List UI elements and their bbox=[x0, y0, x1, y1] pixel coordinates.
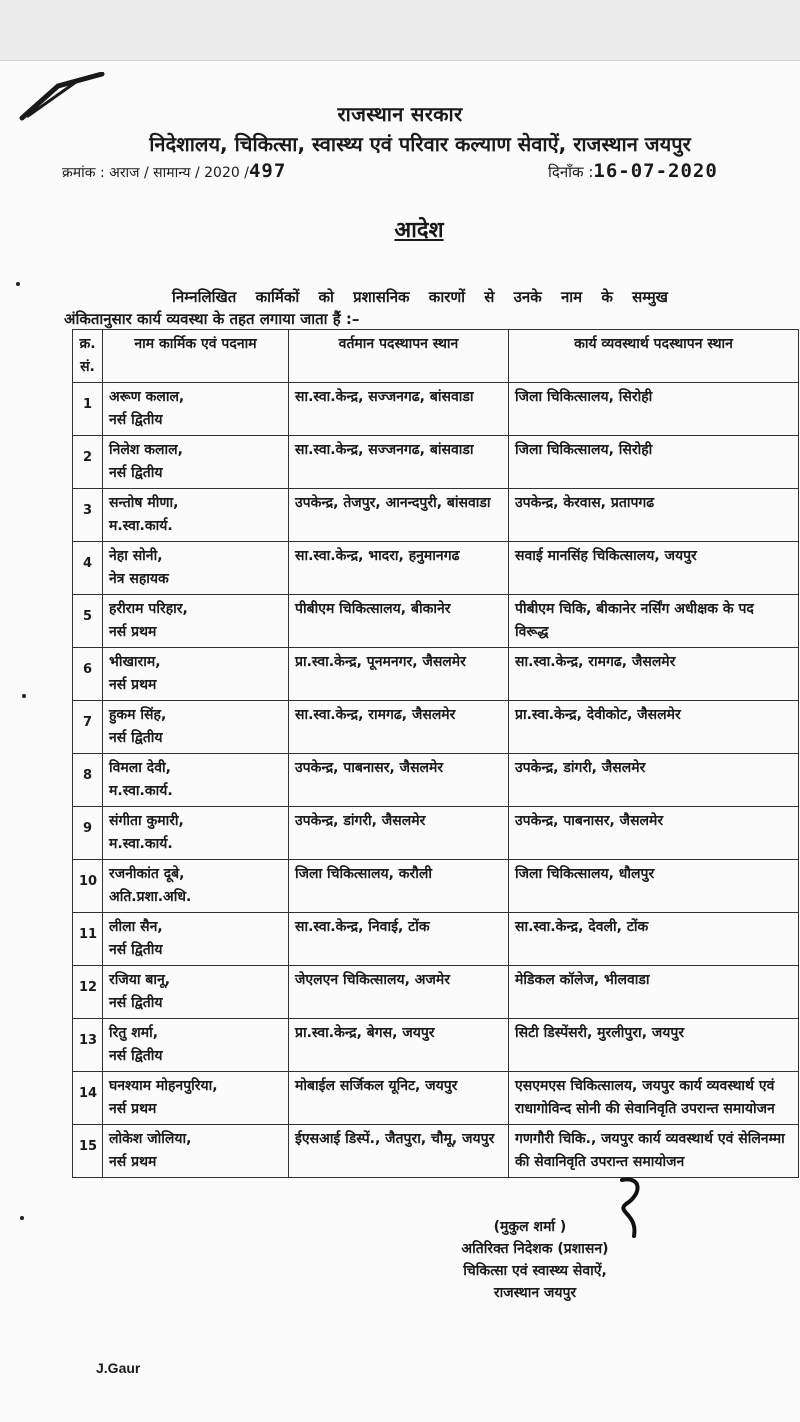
current-posting: उपकेन्द्र, डांगरी, जैसलमेर bbox=[295, 813, 426, 829]
cell-current-posting bbox=[289, 489, 509, 542]
header-new-posting: कार्य व्यवस्थार्थ पदस्थापन स्थान bbox=[509, 330, 799, 383]
table-row bbox=[73, 807, 799, 860]
cell-serial bbox=[73, 1072, 103, 1125]
employee-name: विमला देवी, bbox=[109, 760, 171, 776]
order-date bbox=[548, 160, 718, 182]
cell-new-posting bbox=[509, 648, 799, 701]
cell-name-post bbox=[103, 1072, 289, 1125]
typist-initials: J.Gaur bbox=[96, 1360, 141, 1376]
new-posting: पीबीएम चिकि, बीकानेर नर्सिंग अधीक्षक के पद विरूद्ध bbox=[515, 601, 754, 640]
serial-number: 4 bbox=[82, 556, 93, 571]
new-posting: सवाई मानसिंह चिकित्सालय, जयपुर bbox=[515, 548, 697, 564]
cell-name-post bbox=[103, 1019, 289, 1072]
table-row bbox=[73, 383, 799, 436]
table-row bbox=[73, 436, 799, 489]
cell-current-posting bbox=[289, 436, 509, 489]
cell-serial bbox=[73, 489, 103, 542]
signatory-name: (मुकुल शर्मा ) bbox=[493, 1219, 567, 1235]
cell-serial bbox=[73, 436, 103, 489]
employee-post: नेत्र सहायक bbox=[109, 571, 169, 587]
table-row bbox=[73, 542, 799, 595]
table-row bbox=[73, 1019, 799, 1072]
reference-number bbox=[62, 160, 286, 182]
current-posting: प्रा.स्वा.केन्द्र, बेगस, जयपुर bbox=[295, 1025, 435, 1041]
signatory-designation: अतिरिक्त निदेशक (प्रशासन) bbox=[461, 1241, 609, 1257]
cell-current-posting bbox=[289, 966, 509, 1019]
cell-name-post bbox=[103, 860, 289, 913]
cell-serial bbox=[73, 595, 103, 648]
serial-number: 7 bbox=[82, 715, 93, 730]
table-row bbox=[73, 489, 799, 542]
cell-serial bbox=[73, 1125, 103, 1178]
new-posting: उपकेन्द्र, डांगरी, जैसलमेर bbox=[515, 760, 646, 776]
signature-block bbox=[0, 1216, 800, 1304]
employee-post: नर्स द्वितीय bbox=[109, 412, 163, 428]
current-posting: मोबाईल सर्जिकल यूनिट, जयपुर bbox=[295, 1078, 458, 1094]
cell-new-posting bbox=[509, 754, 799, 807]
employee-name: नेहा सोनी, bbox=[109, 548, 163, 564]
serial-number: 6 bbox=[82, 662, 93, 677]
cell-new-posting bbox=[509, 595, 799, 648]
cell-serial bbox=[73, 701, 103, 754]
cell-name-post bbox=[103, 383, 289, 436]
employee-name: भीखाराम, bbox=[109, 654, 161, 670]
table-row bbox=[73, 1125, 799, 1178]
table-header-row bbox=[73, 330, 799, 383]
employee-name: रजनीकांत दूबे, bbox=[109, 866, 185, 882]
cell-current-posting bbox=[289, 1019, 509, 1072]
table-row bbox=[73, 595, 799, 648]
new-posting: मेडिकल कॉलेज, भीलवाडा bbox=[515, 972, 650, 988]
employee-name: रितु शर्मा, bbox=[109, 1025, 159, 1041]
employee-name: लीला सैन, bbox=[109, 919, 163, 935]
cell-name-post bbox=[103, 489, 289, 542]
current-posting: ईएसआई डिस्पें., जैतपुरा, चौमू, जयपुर bbox=[295, 1131, 495, 1147]
serial-number: 11 bbox=[79, 927, 98, 942]
current-posting: जिला चिकित्सालय, करौली bbox=[295, 866, 433, 882]
intro-line-2: अंकितानुसार कार्य व्यवस्था के तहत लगाया जाता हैं :– bbox=[64, 310, 360, 328]
employee-post: नर्स प्रथम bbox=[109, 1154, 157, 1170]
current-posting: सा.स्वा.केन्द्र, रामगढ, जैसलमेर bbox=[295, 707, 456, 723]
employee-post: म.स्वा.कार्य. bbox=[109, 836, 173, 852]
cell-new-posting bbox=[509, 542, 799, 595]
cell-new-posting bbox=[509, 489, 799, 542]
cell-current-posting bbox=[289, 807, 509, 860]
serial-number: 8 bbox=[82, 768, 93, 783]
new-posting: जिला चिकित्सालय, धौलपुर bbox=[515, 866, 655, 882]
table-row bbox=[73, 754, 799, 807]
cell-serial bbox=[73, 754, 103, 807]
current-posting: उपकेन्द्र, पाबनासर, जैसलमेर bbox=[295, 760, 444, 776]
employee-post: म.स्वा.कार्य. bbox=[109, 783, 173, 799]
cell-current-posting bbox=[289, 913, 509, 966]
serial-number: 1 bbox=[82, 397, 93, 412]
new-posting: उपकेन्द्र, केरवास, प्रतापगढ bbox=[515, 495, 655, 511]
table-row bbox=[73, 1072, 799, 1125]
reference-number-value: 497 bbox=[248, 160, 287, 182]
cell-new-posting bbox=[509, 383, 799, 436]
reference-label: क्रमांक : अराज / सामान्य / 2020 / bbox=[62, 165, 249, 181]
current-posting: जेएलएन चिकित्सालय, अजमेर bbox=[295, 972, 450, 988]
cell-name-post bbox=[103, 542, 289, 595]
employee-name: संगीता कुमारी, bbox=[109, 813, 184, 829]
cell-serial bbox=[73, 542, 103, 595]
serial-number: 14 bbox=[79, 1086, 98, 1101]
cell-name-post bbox=[103, 966, 289, 1019]
header-serial: क्र. सं. bbox=[73, 330, 103, 383]
new-posting: सा.स्वा.केन्द्र, रामगढ, जैसलमेर bbox=[515, 654, 676, 670]
cell-new-posting bbox=[509, 860, 799, 913]
header-current-posting: वर्तमान पदस्थापन स्थान bbox=[289, 330, 509, 383]
serial-number: 12 bbox=[79, 980, 98, 995]
cell-new-posting bbox=[509, 701, 799, 754]
employee-post: नर्स प्रथम bbox=[109, 677, 157, 693]
employee-post: नर्स द्वितीय bbox=[109, 1048, 163, 1064]
cell-new-posting bbox=[509, 913, 799, 966]
current-posting: प्रा.स्वा.केन्द्र, पूनमनगर, जैसलमेर bbox=[295, 654, 466, 670]
employee-post: नर्स प्रथम bbox=[109, 624, 157, 640]
employee-post: नर्स प्रथम bbox=[109, 1101, 157, 1117]
new-posting: जिला चिकित्सालय, सिरोही bbox=[515, 442, 653, 458]
scan-dot bbox=[22, 694, 26, 698]
new-posting: प्रा.स्वा.केन्द्र, देवीकोट, जैसलमेर bbox=[515, 707, 681, 723]
employee-name: अरूण कलाल, bbox=[109, 389, 185, 405]
date-label: दिनाँक : bbox=[548, 163, 594, 181]
serial-number: 3 bbox=[82, 503, 93, 518]
employee-name: लोकेश जोलिया, bbox=[109, 1131, 192, 1147]
cell-serial bbox=[73, 860, 103, 913]
serial-number: 5 bbox=[82, 609, 93, 624]
header-name-post: नाम कार्मिक एवं पदनाम bbox=[103, 330, 289, 383]
cell-current-posting bbox=[289, 542, 509, 595]
cell-serial bbox=[73, 913, 103, 966]
signatory-place: राजस्थान जयपुर bbox=[493, 1285, 577, 1301]
cell-new-posting bbox=[509, 1019, 799, 1072]
transfer-table bbox=[72, 329, 799, 1178]
new-posting: सिटी डिस्पेंसरी, मुरलीपुरा, जयपुर bbox=[515, 1025, 685, 1041]
serial-number: 9 bbox=[82, 821, 93, 836]
current-posting: पीबीएम चिकित्सालय, बीकानेर bbox=[295, 601, 451, 617]
table-row bbox=[73, 860, 799, 913]
new-posting: गणगौरी चिकि., जयपुर कार्य व्यवस्थार्थ एवं सेलिनम्मा की सेवानिवृति उपरान्त समायोजन bbox=[515, 1131, 785, 1170]
cell-current-posting bbox=[289, 754, 509, 807]
employee-name: हुकम सिंह, bbox=[109, 707, 167, 723]
serial-number: 2 bbox=[82, 450, 93, 465]
cell-current-posting bbox=[289, 595, 509, 648]
cell-name-post bbox=[103, 595, 289, 648]
current-posting: सा.स्वा.केन्द्र, निवाई, टोंक bbox=[295, 919, 430, 935]
cell-current-posting bbox=[289, 860, 509, 913]
cell-name-post bbox=[103, 913, 289, 966]
cell-serial bbox=[73, 648, 103, 701]
table-row bbox=[73, 648, 799, 701]
new-posting: सा.स्वा.केन्द्र, देवली, टोंक bbox=[515, 919, 649, 935]
cell-name-post bbox=[103, 1125, 289, 1178]
current-posting: सा.स्वा.केन्द्र, सज्जनगढ, बांसवाडा bbox=[295, 442, 474, 458]
employee-post: नर्स द्वितीय bbox=[109, 942, 163, 958]
cell-new-posting bbox=[509, 807, 799, 860]
serial-number: 15 bbox=[79, 1139, 98, 1154]
new-posting: जिला चिकित्सालय, सिरोही bbox=[515, 389, 653, 405]
government-heading: राजस्थान सरकार bbox=[337, 102, 463, 126]
current-posting: उपकेन्द्र, तेजपुर, आनन्दपुरी, बांसवाडा bbox=[295, 495, 491, 511]
table-row bbox=[73, 913, 799, 966]
serial-number: 13 bbox=[79, 1033, 98, 1048]
cell-name-post bbox=[103, 807, 289, 860]
cell-current-posting bbox=[289, 383, 509, 436]
employee-post: नर्स द्वितीय bbox=[109, 995, 163, 1011]
cell-serial bbox=[73, 383, 103, 436]
serial-number: 10 bbox=[79, 874, 98, 889]
cell-new-posting bbox=[509, 966, 799, 1019]
scan-dot bbox=[16, 282, 20, 286]
employee-post: अति.प्रशा.अधि. bbox=[109, 889, 192, 905]
employee-post: नर्स द्वितीय bbox=[109, 465, 163, 481]
current-posting: सा.स्वा.केन्द्र, भादरा, हनुमानगढ bbox=[295, 548, 460, 564]
table-body bbox=[73, 383, 799, 1178]
cell-serial bbox=[73, 807, 103, 860]
cell-current-posting bbox=[289, 1072, 509, 1125]
table-row bbox=[73, 966, 799, 1019]
date-value: 16-07-2020 bbox=[593, 160, 718, 182]
employee-name: निलेश कलाल, bbox=[109, 442, 183, 458]
table-row bbox=[73, 701, 799, 754]
department-heading: निदेशालय, चिकित्सा, स्वास्थ्य एवं परिवार कल्याण सेवाऐं, राजस्थान जयपुर bbox=[149, 132, 691, 156]
new-posting: एसएमएस चिकित्सालय, जयपुर कार्य व्यवस्थार्थ एवं राधागोविन्द सोनी की सेवानिवृति उपरान्त समायोजन bbox=[515, 1078, 775, 1117]
cell-serial bbox=[73, 1019, 103, 1072]
cell-name-post bbox=[103, 754, 289, 807]
cell-new-posting bbox=[509, 436, 799, 489]
employee-post: नर्स द्वितीय bbox=[109, 730, 163, 746]
intro-line-1: निम्नलिखित कार्मिकों को प्रशासनिक कारणों से उनके नाम के सम्मुख bbox=[172, 288, 668, 306]
employee-name: हरीराम परिहार, bbox=[109, 601, 188, 617]
cell-new-posting bbox=[509, 1072, 799, 1125]
new-posting: उपकेन्द्र, पाबनासर, जैसलमेर bbox=[515, 813, 664, 829]
employee-name: घनश्याम मोहनपुरिया, bbox=[109, 1078, 218, 1094]
employee-name: सन्तोष मीणा, bbox=[109, 495, 179, 511]
employee-name: रजिया बानू, bbox=[109, 972, 171, 988]
cell-current-posting bbox=[289, 648, 509, 701]
cell-new-posting bbox=[509, 1125, 799, 1178]
cell-name-post bbox=[103, 436, 289, 489]
cell-current-posting bbox=[289, 701, 509, 754]
cell-current-posting bbox=[289, 1125, 509, 1178]
cell-name-post bbox=[103, 701, 289, 754]
employee-post: म.स्वा.कार्य. bbox=[109, 518, 173, 534]
viewer-top-bar bbox=[0, 0, 800, 61]
current-posting: सा.स्वा.केन्द्र, सज्जनगढ, बांसवाडा bbox=[295, 389, 474, 405]
order-title: आदेश bbox=[394, 218, 444, 243]
cell-serial bbox=[73, 966, 103, 1019]
cell-name-post bbox=[103, 648, 289, 701]
signatory-office: चिकित्सा एवं स्वास्थ्य सेवाऐं, bbox=[463, 1263, 607, 1279]
